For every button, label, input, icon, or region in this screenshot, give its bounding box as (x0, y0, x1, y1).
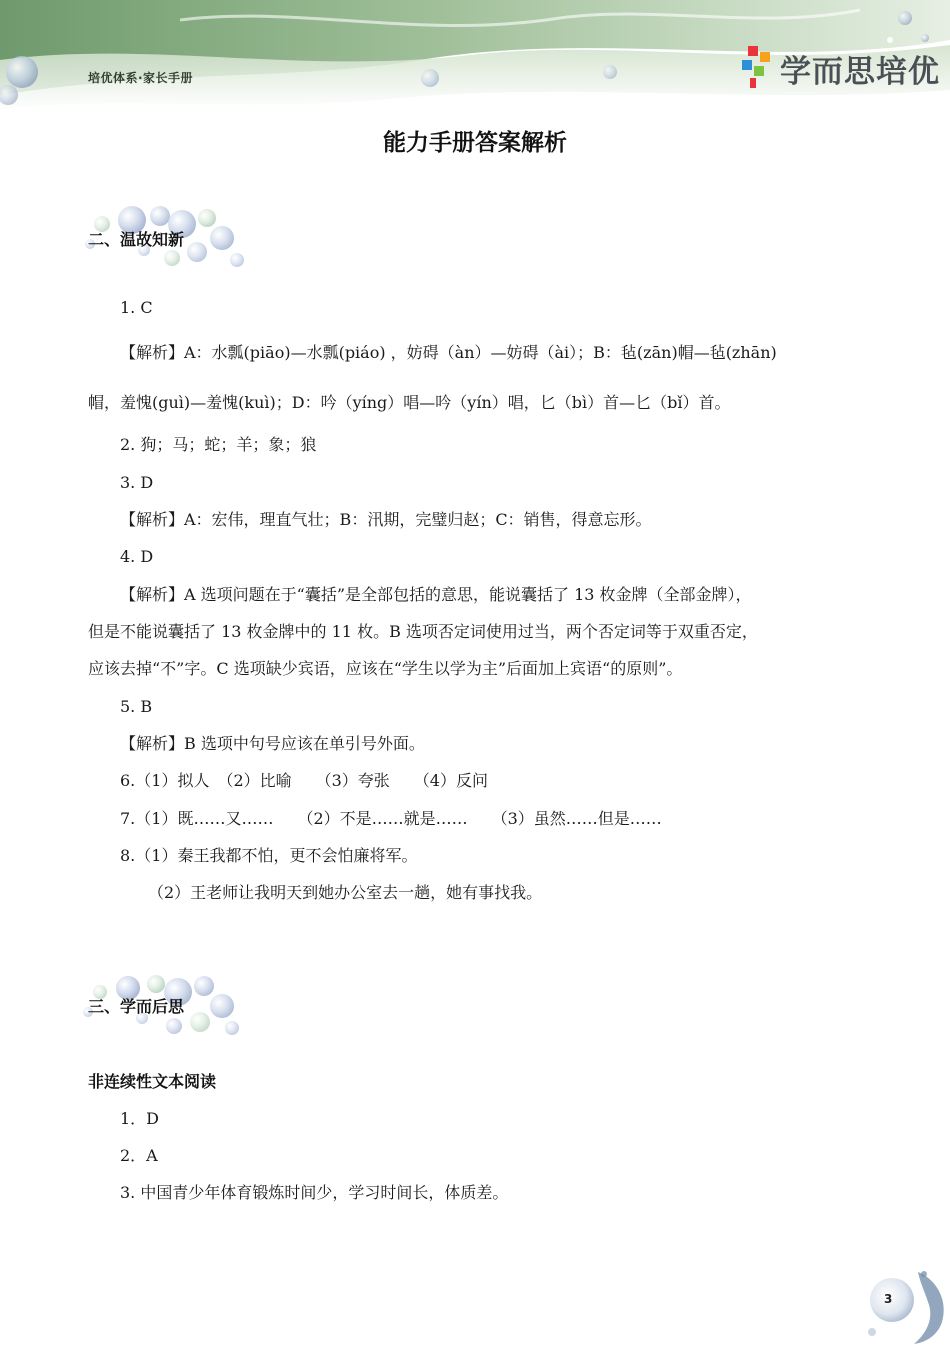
analysis-line: 【解析】B 选项中句号应该在单引号外面。 (120, 734, 425, 753)
answer-line: （2）王老师让我明天到她办公室去一趟，她有事找我。 (148, 883, 543, 902)
answer-line: 7.（1）既……又…… （2）不是……就是…… （3）虽然……但是…… (120, 809, 662, 828)
section-heading-reflect (72, 970, 272, 1050)
header-banner (0, 0, 950, 112)
answer-line: 2．A (120, 1146, 158, 1165)
analysis-line: 应该去掉“不”字。C 选项缺少宾语，应该在“学生以学为主”后面加上宾语“的原则”。 (88, 659, 683, 678)
answer-line: 6.（1）拟人 （2）比喻 （3）夸张 （4）反问 (120, 771, 488, 790)
brand-logo-text: 学而思培优 (780, 54, 940, 90)
footer-decoration (858, 1262, 950, 1344)
answer-line: 1．D (120, 1109, 160, 1128)
page-title: 能力手册答案解析 (383, 130, 567, 156)
analysis-line: 【解析】A：水瓢(piāo)—水瓢(piáo) ，妨碍（àn）—妨碍（ài）；B：毡(zān)帽—毡(zhān) (120, 343, 777, 362)
analysis-line: 【解析】A：宏伟，理直气壮；B：汛期，完璧归赵；C：销售，得意忘形。 (120, 510, 652, 529)
footer-swirl-icon (858, 1262, 950, 1344)
header-label: 培优体系·家长手册 (88, 71, 194, 85)
answer-line: 4. D (120, 547, 154, 566)
answer-line: 2. 狗；马；蛇；羊；象；狼 (120, 435, 317, 454)
brand-logo-icon (738, 44, 778, 92)
brand-logo (738, 44, 948, 92)
analysis-line: 帽，羞愧(guì)—羞愧(kuì)；D：吟（yíng）唱—吟（yín）唱，匕（bì）首—匕（bǐ）首。 (88, 393, 731, 412)
analysis-line: 【解析】A 选项问题在于“囊括”是全部包括的意思，能说囊括了 13 枚金牌（全部金牌）， (120, 585, 752, 604)
answer-line: 5. B (120, 697, 153, 716)
subsection-title: 非连续性文本阅读 (88, 1072, 217, 1091)
answer-line: 1. C (120, 298, 153, 317)
page-number: 3 (884, 1292, 893, 1306)
answer-line: 3. D (120, 473, 154, 492)
answer-line: 3. 中国青少年体育锻炼时间少，学习时间长，体质差。 (120, 1183, 509, 1202)
section-heading-text: 二、温故知新 (88, 230, 185, 249)
answer-line: 8.（1）秦王我都不怕，更不会怕廉将军。 (120, 846, 418, 865)
analysis-line: 但是不能说囊括了 13 枚金牌中的 11 枚。B 选项否定词使用过当，两个否定词等于双重否定， (88, 622, 758, 641)
section-heading-review (72, 200, 272, 280)
section-heading-text: 三、学而后思 (88, 997, 185, 1016)
